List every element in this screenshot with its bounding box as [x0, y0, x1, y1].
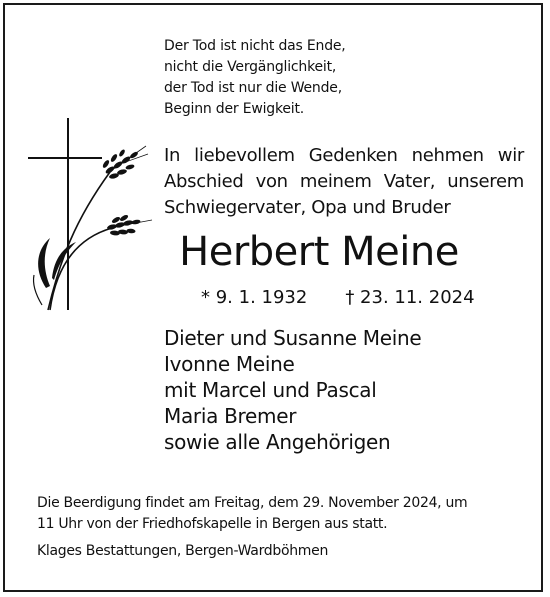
undertaker: Klages Bestattungen, Bergen-Wardböhmen: [37, 543, 329, 559]
intro-text: In liebevollem Gedenken nehmen wir Abschied von meinem Vater, unserem Schwiegervater, Opa und Bruder: [164, 145, 524, 218]
deceased-name: Herbert Meine: [179, 229, 459, 275]
funeral-info: [37, 493, 517, 535]
poem-line: der Tod ist nur die Wende,: [164, 80, 342, 96]
poem: [164, 36, 346, 120]
poem-line: Beginn der Ewigkeit.: [164, 101, 305, 117]
mourner: Dieter und Susanne Meine: [164, 326, 422, 350]
mourner: Maria Bremer: [164, 404, 297, 428]
cross-with-wheat-icon: [20, 110, 160, 325]
death-date: † 23. 11. 2024: [345, 287, 475, 308]
funeral-line: Die Beerdigung findet am Freitag, dem 29. November 2024, um: [37, 495, 468, 511]
mourners-list: [164, 325, 421, 455]
funeral-line: 11 Uhr von der Friedhofskapelle in Bergen aus statt.: [37, 516, 388, 532]
birth-date: * 9. 1. 1932: [201, 287, 308, 308]
mourner: Ivonne Meine: [164, 352, 295, 376]
mourner: sowie alle Angehörigen: [164, 430, 391, 454]
poem-line: Der Tod ist nicht das Ende,: [164, 38, 346, 54]
mourner: mit Marcel und Pascal: [164, 378, 377, 402]
life-dates: [201, 286, 475, 310]
poem-line: nicht die Vergänglichkeit,: [164, 59, 337, 75]
